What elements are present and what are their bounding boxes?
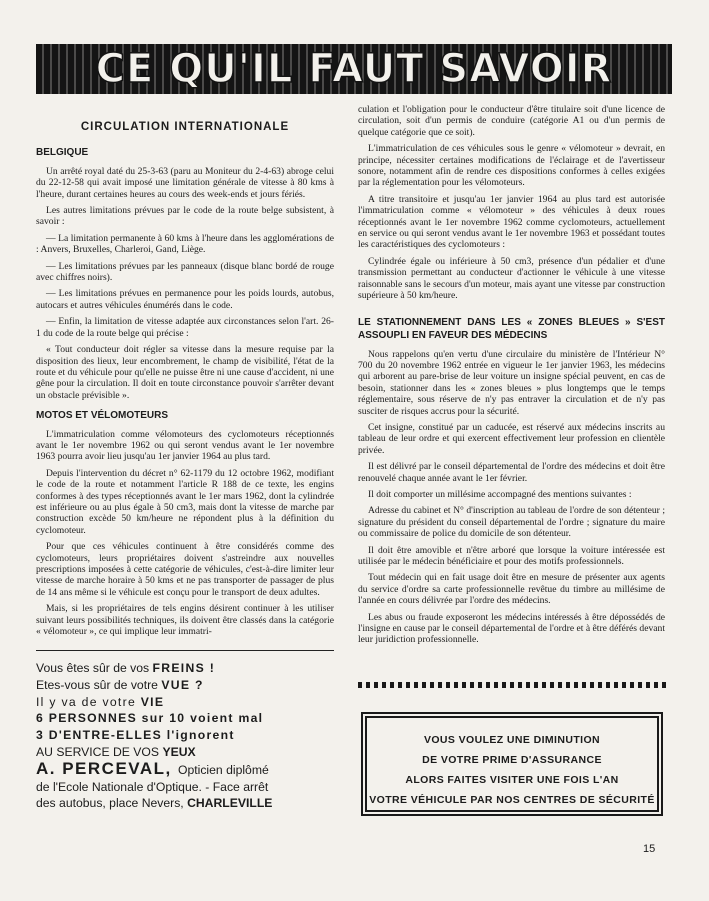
subheading-stationnement: LE STATIONNEMENT DANS LES « ZONES BLEUES » S'EST ASSOUPLI EN FAVEUR DES MÉDECINS bbox=[358, 316, 665, 341]
ad-text: AU SERVICE DE VOS bbox=[36, 744, 163, 759]
paragraph: Pour que ces véhicules continuent à être considérés comme des cyclomoteurs, leurs propriétaires doivent s'astreindre aux nouvelles prescriptions imposées à cette catégorie de véhicules, c'est-à-dire limiter leur vitesse de marche horaire à 50 kms et ne pas transporter de passager de plus de 14 ans même si le véhicule est conçu pour le transport de deux adultes. bbox=[36, 541, 334, 598]
subheading-motos: MOTOS ET VÉLOMOTEURS bbox=[36, 410, 169, 422]
paragraph: — Les limitations prévues par les panneaux (disque blanc bordé de rouge avec chiffres noirs). bbox=[36, 260, 334, 284]
ad-text: des autobus, place Nevers, bbox=[36, 796, 188, 811]
page-banner bbox=[36, 44, 672, 94]
box-line: DE VOTRE PRIME D'ASSURANCE bbox=[422, 754, 602, 766]
paragraph: Nous rappelons qu'en vertu d'une circulaire du ministère de l'Intérieur N° 700 du 20 novembre 1962 entrée en vigueur le 1er janvier 1963, les médecins qui arborent au pare-brise de leur voiture un insigne spécial peuvent, en cas de besoin, stationner dans les « zones bleues » plus longtemps que le temps réglementaire, sous réserve de n'y pas entraver la circulation et de n'y pas susciter de risques accrus pour la sécurité. bbox=[358, 348, 665, 417]
checker-divider bbox=[358, 682, 666, 688]
ad-line bbox=[36, 758, 334, 779]
ad-line: 3 D'ENTRE-ELLES l'ignorent bbox=[36, 728, 235, 743]
ad-text-bold: CHARLEVILLE bbox=[187, 796, 273, 811]
ad-text: Opticien diplômé bbox=[177, 762, 269, 777]
paragraph: Il doit comporter un millésime accompagné des mentions suivantes : bbox=[368, 488, 632, 500]
box-line: ALORS FAITES VISITER UNE FOIS L'AN bbox=[405, 774, 619, 786]
ad-text: Etes-vous sûr de votre bbox=[36, 677, 162, 692]
optician-advertisement bbox=[36, 660, 334, 812]
box-line: VOUS VOULEZ UNE DIMINUTION bbox=[423, 734, 601, 746]
ad-line bbox=[36, 660, 334, 677]
paragraph: Depuis l'intervention du décret n° 62-1179 du 12 octobre 1962, modifiant le code de la route et notamment l'article R 188 de ce texte, les engins conformes à des types réceptionnés avant le 1er mars 1962, dont la cylindrée est inférieure ou au plus égale à 50 cm3, mais dont la vitesse de marche par construction excède 50 km/heure ne répondent plus à la définition du cyclomoteur. bbox=[36, 467, 334, 536]
divider bbox=[36, 650, 334, 651]
paragraph: Il doit être amovible et n'être arboré que lorsque la voiture intéressée est utilisée par le médecin bénéficiaire et pour des motifs professionnels. bbox=[358, 544, 665, 567]
paragraph: A titre transitoire et jusqu'au 1er janvier 1964 au plus tard est autorisée l'immatriculation comme « vélomoteur » des véhicules à deux roues réceptionnés avant le 1er novembre 1962 comme cyclomoteurs, actuellement en service ou qui seront vendus avant le 1er novembre 1963 et possédant toutes les caractéristiques des cyclomoteurs : bbox=[358, 193, 665, 251]
paragraph: L'immatriculation comme vélomoteurs des cyclomoteurs réceptionnés avant le 1er novembre 1962 ou qui seront vendus avant le 1er novembre 1963 pourra avoir lieu jusqu'au 1er janvier 1964 au plus tard. bbox=[36, 428, 334, 463]
ad-name: A. PERCEVAL, bbox=[36, 758, 178, 778]
paragraph: Cet insigne, constitué par un caducée, est réservé aux médecins inscrits au tableau de leur ordre et qui exercent effectivement leur profession en clientèle privée. bbox=[358, 421, 665, 456]
left-column bbox=[36, 104, 334, 642]
page-number: 15 bbox=[643, 843, 656, 855]
insurance-box bbox=[361, 712, 663, 816]
ad-text-bold: VUE ? bbox=[161, 677, 204, 692]
ad-line bbox=[36, 795, 334, 812]
banner-title: CE QU'IL FAUT SAVOIR bbox=[95, 46, 613, 92]
paragraph: Cylindrée égale ou inférieure à 50 cm3, présence d'un pédalier et d'une transmission permettant au conducteur d'actionner le véhicule à une vitesse raisonnable sans le secours d'un moteur, mais ayant une vitesse par construction supérieure à 50 km/heure. bbox=[358, 255, 665, 302]
paragraph: L'immatriculation de ces véhicules sous le genre « vélomoteur » devrait, en principe, nécessiter certaines modifications de l'éclairage et de l'avertisseur sonore, notamment afin de rendre ces dispositions conformes à celles exigées par la réglementation pour les vélomoteurs. bbox=[358, 143, 665, 189]
ad-text-bold: VIE bbox=[140, 694, 165, 709]
ad-line: de l'Ecole Nationale d'Optique. - Face arrêt bbox=[36, 779, 269, 794]
paragraph: Les abus ou fraude exposeront les médecins intéressés à être dépossédés de l'insigne en cause par le conseil départemental de l'ordre et à être déférés devant leur juridiction professionnelle. bbox=[358, 611, 665, 646]
ad-text-bold: FREINS ! bbox=[152, 661, 216, 675]
insurance-box-text bbox=[367, 730, 657, 810]
box-line: VOTRE VÉHICULE PAR NOS CENTRES DE SÉCURITÉ bbox=[369, 794, 655, 806]
ad-text: Il y va de votre bbox=[36, 694, 141, 709]
ad-text-bold: YEUX bbox=[162, 744, 196, 759]
paragraph: Il est délivré par le conseil départemental de l'ordre des médecins et doit être renouvelé chaque année avant le 1er février. bbox=[358, 461, 665, 484]
paragraph: Tout médecin qui en fait usage doit être en mesure de présenter aux agents du service d'ordre sa carte professionnelle revêtue du timbre au millésime de l'année en cours délivrée par l'ordre des médecins. bbox=[358, 572, 665, 607]
subheading-belgique: BELGIQUE bbox=[36, 147, 89, 159]
paragraph: culation et l'obligation pour le conducteur d'être titulaire soit d'une licence de circulation, soit d'un permis de conduire (catégorie A1 ou d'un permis de quelque catégorie que ce soit). bbox=[358, 104, 665, 138]
paragraph: Les autres limitations prévues par le code de la route belge subsistent, à savoir : bbox=[36, 205, 334, 228]
section-heading-circulation: CIRCULATION INTERNATIONALE bbox=[80, 121, 290, 133]
ad-line: 6 PERSONNES sur 10 voient mal bbox=[36, 711, 264, 726]
ad-line bbox=[36, 694, 334, 711]
paragraph: « Tout conducteur doit régler sa vitesse dans la mesure requise par la disposition des lieux, leur encombrement, le champ de visibilité, l'état de la route et du véhicule pour qu'elle ne puisse être ni une cause d'accident, ni une gêne pour la circulation. Il doit en toute circonstance pouvoir s'arrêter devant un obstacle prévisible ». bbox=[36, 344, 334, 401]
paragraph: Mais, si les propriétaires de tels engins désirent continuer à les utiliser suivant leurs possibilités techniques, ils doivent être classés dans la catégorie « vélomoteur », ce qui implique leur immatri- bbox=[36, 603, 334, 638]
paragraph: — Enfin, la limitation de vitesse adaptée aux circonstances selon l'art. 26-1 du code de la route belge qui précise : bbox=[36, 316, 334, 339]
paragraph: Un arrêté royal daté du 25-3-63 (paru au Moniteur du 2-4-63) abroge celui du 22-12-58 qui avait imposé une limitation générale de vitesse à 80 kms à l'heure, durant certaines heures au cours des week-ends et jours fériés. bbox=[36, 165, 334, 200]
ad-text: Vous êtes sûr de vos bbox=[36, 661, 153, 675]
right-column bbox=[358, 104, 665, 651]
paragraph: — Les limitations prévues en permanence pour les poids lourds, autobus, autocars et autres véhicules énumérés dans le code. bbox=[36, 288, 334, 311]
paragraph: Adresse du cabinet et N° d'inscription au tableau de l'ordre de son détenteur ; signature du président du conseil départemental de l'ordre ; signature du maire ou commissaire de police du domicile de son détenteur. bbox=[358, 505, 665, 540]
ad-line bbox=[36, 677, 334, 694]
paragraph: — La limitation permanente à 60 kms à l'heure dans les agglomérations de : Anvers, Bruxelles, Charleroi, Gand, Liège. bbox=[36, 232, 334, 256]
